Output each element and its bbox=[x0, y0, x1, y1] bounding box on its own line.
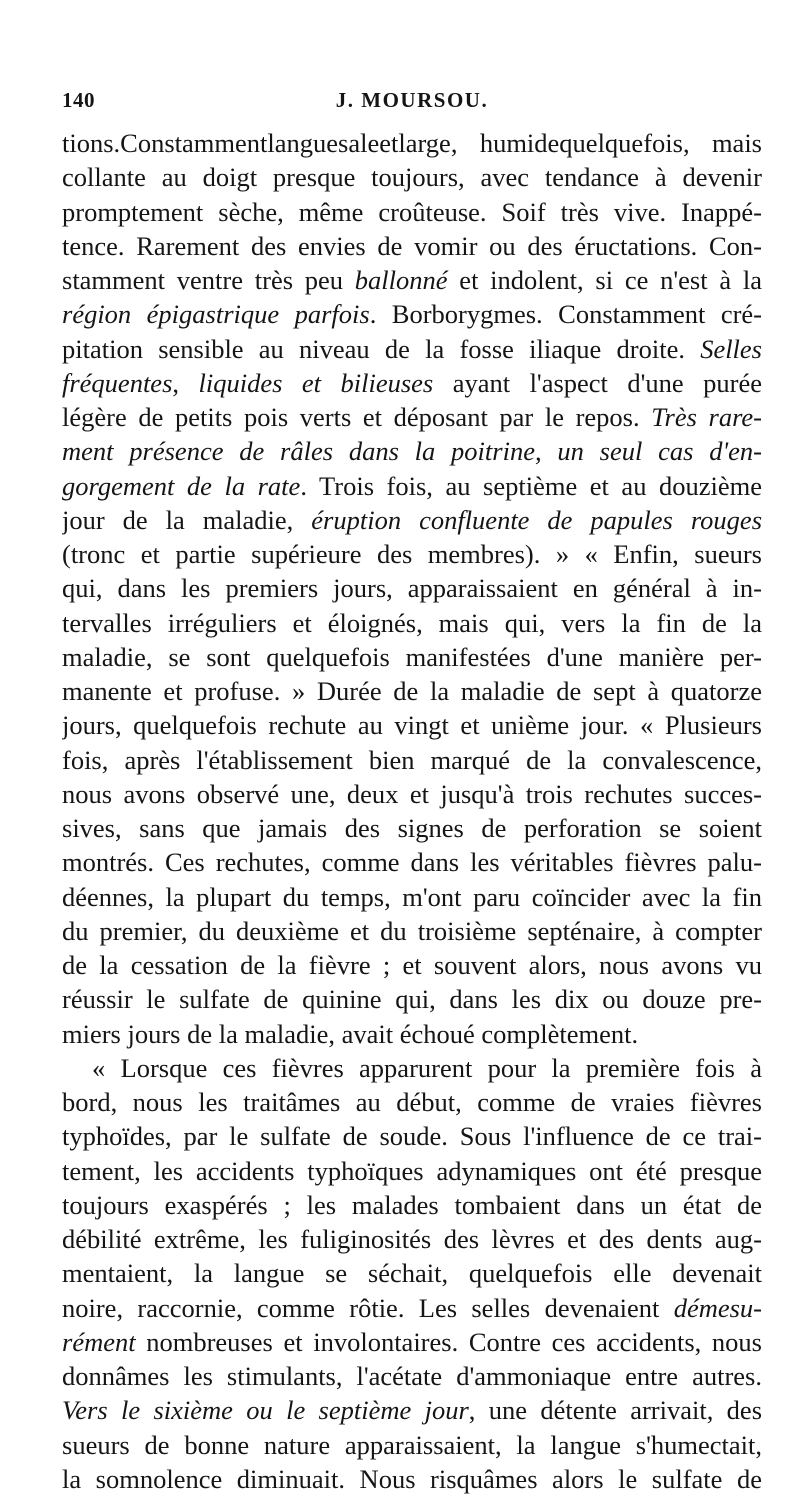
italic-text-segment: fréquentes bbox=[62, 367, 173, 398]
italic-text-segment: région épigastrique parfois bbox=[62, 299, 370, 330]
text-segment: débilité extrême, les fuliginosités des lèvres et des dents aug- bbox=[62, 1224, 762, 1254]
text-line bbox=[62, 366, 762, 400]
text-line bbox=[62, 777, 762, 811]
page-header bbox=[62, 88, 762, 120]
text-segment: déennes, la plupart du temps, m'ont paru coïncider avec la fin bbox=[62, 881, 762, 912]
text-line bbox=[62, 743, 762, 777]
italic-text-segment: gorgement de la rate bbox=[62, 470, 301, 501]
text-line bbox=[62, 1393, 762, 1427]
text-line bbox=[62, 160, 762, 194]
text-line bbox=[62, 845, 762, 879]
text-segment: nous avons observé une, deux et jusqu'à trois rechutes succes- bbox=[62, 778, 762, 809]
text-line bbox=[62, 195, 762, 229]
text-segment: la somnolence diminuait. Nous risquâmes alors le sulfate de bbox=[62, 1463, 762, 1494]
page-number: 140 bbox=[62, 88, 95, 112]
text-segment: « Lorsque ces fièvres apparurent pour la première fois à bbox=[92, 1052, 762, 1083]
text-line bbox=[62, 229, 762, 263]
italic-text-segment: Selles bbox=[700, 333, 762, 364]
text-line bbox=[62, 400, 762, 434]
text-line bbox=[62, 982, 762, 1016]
italic-text-segment: liquides et bilieuses bbox=[198, 367, 434, 398]
text-line bbox=[62, 571, 762, 605]
text-line bbox=[62, 537, 762, 571]
italic-text-segment: ballonné bbox=[354, 265, 448, 295]
text-segment: pitation sensible au niveau de la fosse iliaque droite. bbox=[62, 333, 701, 364]
text-segment: typhoïdes, par le sulfate de soude. Sous l'influence de ce trai- bbox=[62, 1121, 762, 1152]
body-text bbox=[62, 126, 762, 1496]
text-segment: légère de petits pois verts et déposant par le repos. bbox=[62, 402, 652, 432]
text-segment: promptement sèche, même croûteuse. Soif très vive. Inappé- bbox=[62, 196, 762, 227]
text-segment: stamment ventre très peu bbox=[62, 265, 355, 295]
text-segment: (tronc et partie supérieure des membres). » « Enfin, sueurs bbox=[62, 539, 762, 569]
text-segment: et indolent, si ce n'est à la bbox=[447, 265, 762, 295]
text-segment: bord, nous les traitâmes au début, comme de vraies fièvres bbox=[62, 1087, 762, 1117]
text-segment: donnâmes les stimulants, l'acétate d'ammoniaque entre autres. bbox=[62, 1361, 762, 1391]
text-segment: sives, sans que jamais des signes de perforation se soient bbox=[62, 813, 762, 843]
text-line bbox=[62, 948, 762, 982]
italic-text-segment: éruption confluente de papules rouges bbox=[311, 504, 762, 535]
text-segment: nombreuses et involontaires. Contre ces accidents, nous bbox=[135, 1326, 762, 1357]
text-line bbox=[62, 1222, 762, 1256]
text-segment: de la cessation de la fièvre ; et souvent alors, nous avons vu bbox=[62, 950, 762, 980]
text-segment: , bbox=[172, 367, 199, 398]
text-segment: jour de la maladie, bbox=[62, 504, 312, 535]
text-line bbox=[62, 1428, 762, 1462]
text-segment: miers jours de la maladie, avait échoué complètement. bbox=[62, 1018, 639, 1049]
text-line bbox=[62, 1256, 762, 1290]
text-line bbox=[62, 469, 762, 503]
text-line bbox=[62, 1119, 762, 1153]
text-line bbox=[62, 126, 762, 160]
text-segment: jours, quelquefois rechute au vingt et unième jour. « Plusieurs bbox=[62, 710, 762, 741]
italic-text-segment: ment présence de râles dans la poitrine, un seul cas d'en- bbox=[62, 436, 762, 467]
text-line bbox=[62, 1325, 762, 1359]
text-line bbox=[62, 811, 762, 845]
text-segment: . Borborygmes. Constamment cré- bbox=[369, 299, 762, 330]
italic-text-segment: Vers le sixième ou le septième jour bbox=[62, 1395, 469, 1426]
running-title: J. MOURSOU. bbox=[335, 88, 489, 112]
text-line bbox=[62, 1462, 762, 1496]
text-line bbox=[62, 674, 762, 708]
text-segment: maladie, se sont quelquefois manifestées d'une manière per- bbox=[62, 641, 762, 672]
text-segment: fois, après l'établissement bien marqué de la convalescence, bbox=[62, 744, 762, 775]
text-segment: qui, dans les premiers jours, apparaissaient en général à in- bbox=[62, 573, 762, 604]
text-segment: noire, raccornie, comme rôtie. Les selles devenaient bbox=[62, 1292, 674, 1323]
text-line bbox=[62, 606, 762, 640]
text-segment: , une détente arrivait, des bbox=[468, 1395, 762, 1426]
text-segment: ayant l'aspect d'une purée bbox=[433, 367, 762, 398]
text-line bbox=[62, 434, 762, 468]
text-line bbox=[62, 263, 762, 297]
text-segment: . Trois fois, au septième et au douzième bbox=[300, 470, 762, 501]
text-segment: sueurs de bonne nature apparaissaient, la langue s'humectait, bbox=[62, 1429, 762, 1460]
text-line bbox=[62, 914, 762, 948]
text-segment: tement, les accidents typhoïques adynamiques ont été presque bbox=[62, 1155, 762, 1186]
text-line bbox=[62, 708, 762, 742]
text-segment: du premier, du deuxième et du troisième septénaire, à compter bbox=[62, 915, 762, 946]
text-segment: tence. Rarement des envies de vomir ou des éructations. Con- bbox=[62, 230, 762, 261]
text-segment: tions.Constammentlanguesaleetlarge, humidequelquefois, mais bbox=[62, 128, 762, 158]
text-line bbox=[62, 1188, 762, 1222]
text-line bbox=[62, 880, 762, 914]
text-line bbox=[62, 503, 762, 537]
italic-text-segment: rément bbox=[62, 1326, 136, 1357]
text-segment: mentaient, la langue se séchait, quelquefois elle devenait bbox=[62, 1258, 762, 1289]
text-line bbox=[62, 640, 762, 674]
italic-text-segment: Très rare- bbox=[651, 402, 762, 432]
text-line bbox=[62, 1154, 762, 1188]
text-line bbox=[62, 1051, 762, 1085]
text-segment: montrés. Ces rechutes, comme dans les véritables fièvres palu- bbox=[62, 847, 762, 878]
text-segment: tervalles irréguliers et éloignés, mais qui, vers la fin de la bbox=[62, 607, 762, 638]
text-line bbox=[62, 1291, 762, 1325]
text-line bbox=[62, 1017, 762, 1051]
text-segment: réussir le sulfate de quinine qui, dans les dix ou douze pre- bbox=[62, 984, 762, 1015]
text-segment: toujours exaspérés ; les malades tombaient dans un état de bbox=[62, 1189, 762, 1220]
text-line bbox=[62, 1085, 762, 1119]
text-segment: collante au doigt presque toujours, avec tendance à devenir bbox=[62, 162, 762, 193]
text-line bbox=[62, 297, 762, 331]
italic-text-segment: démesu- bbox=[673, 1292, 762, 1323]
text-line bbox=[62, 332, 762, 366]
text-line bbox=[62, 1359, 762, 1393]
text-segment: manente et profuse. » Durée de la maladie de sept à quatorze bbox=[62, 676, 762, 706]
